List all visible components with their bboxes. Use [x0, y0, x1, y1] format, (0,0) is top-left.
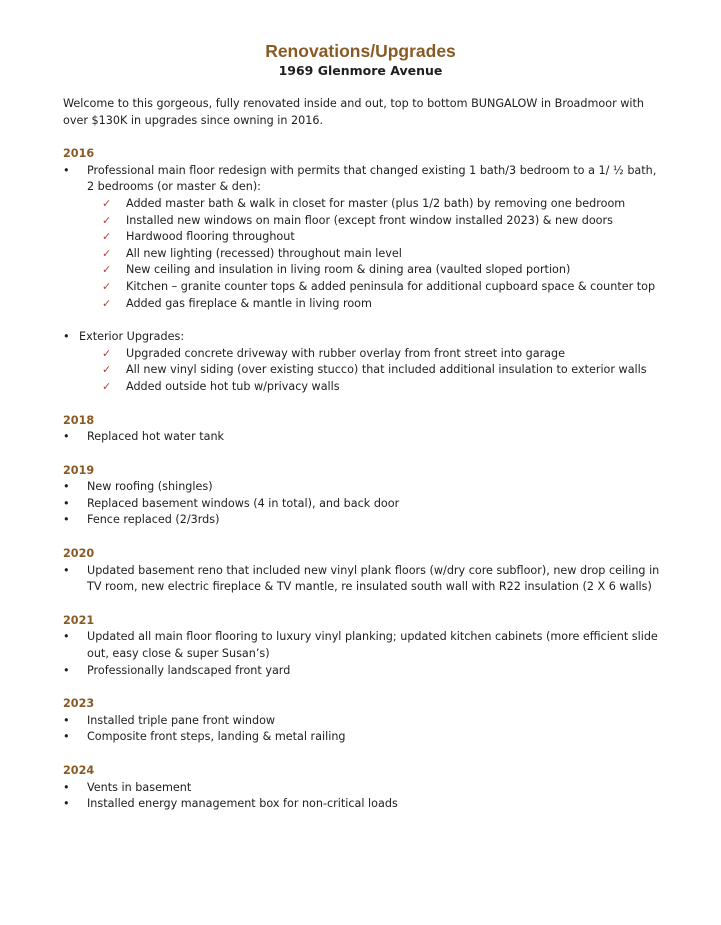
list-item — [63, 163, 663, 196]
bullet-icon: • — [63, 630, 70, 644]
list-item — [63, 796, 663, 813]
year-heading-2021: 2021 — [63, 613, 95, 627]
list-item — [63, 479, 663, 496]
list-item-text: Vents in basement — [87, 780, 192, 794]
bullet-icon: • — [63, 480, 70, 494]
checklist-item-text: New ceiling and insulation in living room & dining area (vaulted sloped portion) — [126, 263, 571, 277]
list-item-text: Installed energy management box for non-critical loads — [87, 797, 398, 811]
checklist-item — [102, 213, 663, 230]
checklist-item-text: All new vinyl siding (over existing stucco) that included additional insulation to exterior walls — [126, 363, 647, 377]
checkmark-icon: ✓ — [102, 196, 112, 210]
checkmark-icon: ✓ — [102, 230, 112, 244]
list-item-text: Updated basement reno that included new vinyl plank floors (w/dry core subfloor), new drop ceiling in TV room, new electric fireplace & TV mantle, re insulated south wall with R22 insulation (2 X 6 walls) — [87, 563, 660, 594]
list-item — [63, 629, 663, 662]
document-body — [63, 96, 663, 813]
checkmark-icon: ✓ — [102, 279, 112, 293]
year-heading-2024: 2024 — [63, 764, 95, 777]
list-item — [63, 496, 663, 513]
bullet-icon: • — [63, 163, 70, 177]
bullet-icon: • — [63, 513, 70, 527]
bullet-icon: • — [63, 713, 70, 727]
checklist-item — [102, 262, 663, 279]
checkmark-icon: ✓ — [102, 363, 112, 377]
list-item-text: Installed triple pane front window — [87, 713, 276, 727]
checkmark-icon: ✓ — [102, 246, 112, 260]
checkmark-icon: ✓ — [102, 379, 112, 393]
year-heading-2023: 2023 — [63, 697, 95, 711]
checklist-item-text: Hardwood flooring throughout — [126, 230, 295, 244]
checklist-item — [102, 379, 663, 396]
year-heading-2018: 2018 — [63, 413, 95, 427]
checklist-item-text: Added master bath & walk in closet for master (plus 1/2 bath) by removing one bedroom — [126, 196, 626, 210]
list-2023 — [63, 713, 663, 746]
list-item-text: Replaced hot water tank — [87, 430, 225, 444]
checklist-item — [102, 362, 663, 379]
list-item-text: Fence replaced (2/3rds) — [87, 513, 220, 527]
bullet-icon: • — [63, 330, 70, 344]
list-item — [63, 713, 663, 730]
year-heading-2016: 2016 — [63, 147, 95, 161]
checklist-exterior — [63, 346, 663, 396]
list-2019 — [63, 479, 663, 529]
checkmark-icon: ✓ — [102, 213, 112, 227]
intro-paragraph: Welcome to this gorgeous, fully renovated inside and out, top to bottom BUNGALOW in Broadmoor with over $130K in upgrades since owning in 2016. — [63, 97, 644, 127]
checklist-item-text: Installed new windows on main floor (except front window installed 2023) & new doors — [126, 213, 613, 227]
list-item-text: Composite front steps, landing & metal railing — [87, 730, 346, 744]
checkmark-icon: ✓ — [102, 296, 112, 310]
checkmark-icon: ✓ — [102, 346, 112, 360]
checklist-item — [102, 229, 663, 246]
checklist-item — [102, 246, 663, 263]
checklist-item-text: Added outside hot tub w/privacy walls — [126, 379, 340, 393]
list-item-text: Replaced basement windows (4 in total), and back door — [87, 496, 400, 510]
checklist-item-text: Added gas fireplace & mantle in living room — [126, 296, 372, 310]
list-2021 — [63, 629, 663, 679]
bullet-icon: • — [63, 797, 70, 811]
checklist-item — [102, 279, 663, 296]
list-item — [63, 512, 663, 529]
list-item — [63, 663, 663, 680]
bullet-icon: • — [63, 430, 70, 444]
checkmark-icon: ✓ — [102, 263, 112, 277]
list-item-text: Professionally landscaped front yard — [87, 663, 291, 677]
list-2016 — [63, 163, 663, 196]
list-item-text: New roofing (shingles) — [87, 480, 213, 494]
list-2016-exterior — [63, 329, 663, 346]
list-item-text: Updated all main floor flooring to luxury vinyl planking; updated kitchen cabinets (more efficient slide out, easy close & super Susan’s) — [87, 630, 658, 661]
list-2018 — [63, 429, 663, 446]
list-item — [63, 729, 663, 746]
page-title: Renovations/Upgrades — [265, 41, 456, 61]
bullet-icon: • — [63, 563, 70, 577]
bullet-icon: • — [63, 496, 70, 510]
checklist-item — [102, 296, 663, 313]
checklist-item-text: All new lighting (recessed) throughout main level — [126, 246, 402, 260]
list-item-text: Professional main floor redesign with permits that changed existing 1 bath/3 bedroom to a 1/ ½ bath, 2 bedrooms (or master & den): — [87, 163, 657, 194]
list-item-text: Exterior Upgrades: — [79, 330, 185, 344]
list-item — [63, 429, 663, 446]
bullet-icon: • — [63, 663, 70, 677]
list-2020 — [63, 563, 663, 596]
list-item — [63, 329, 663, 346]
bullet-icon: • — [63, 780, 70, 794]
checklist-main-floor — [63, 196, 663, 312]
bullet-icon: • — [63, 730, 70, 744]
checklist-item — [102, 346, 663, 363]
year-heading-2019: 2019 — [63, 463, 95, 477]
list-item — [63, 780, 663, 797]
checklist-item — [102, 196, 663, 213]
page-subtitle: 1969 Glenmore Avenue — [278, 63, 443, 78]
checklist-item-text: Upgraded concrete driveway with rubber overlay from front street into garage — [126, 346, 566, 360]
list-item — [63, 563, 663, 596]
checklist-item-text: Kitchen – granite counter tops & added peninsula for additional cupboard space & counter top — [126, 279, 656, 293]
year-heading-2020: 2020 — [63, 547, 95, 561]
list-2024 — [63, 780, 663, 813]
